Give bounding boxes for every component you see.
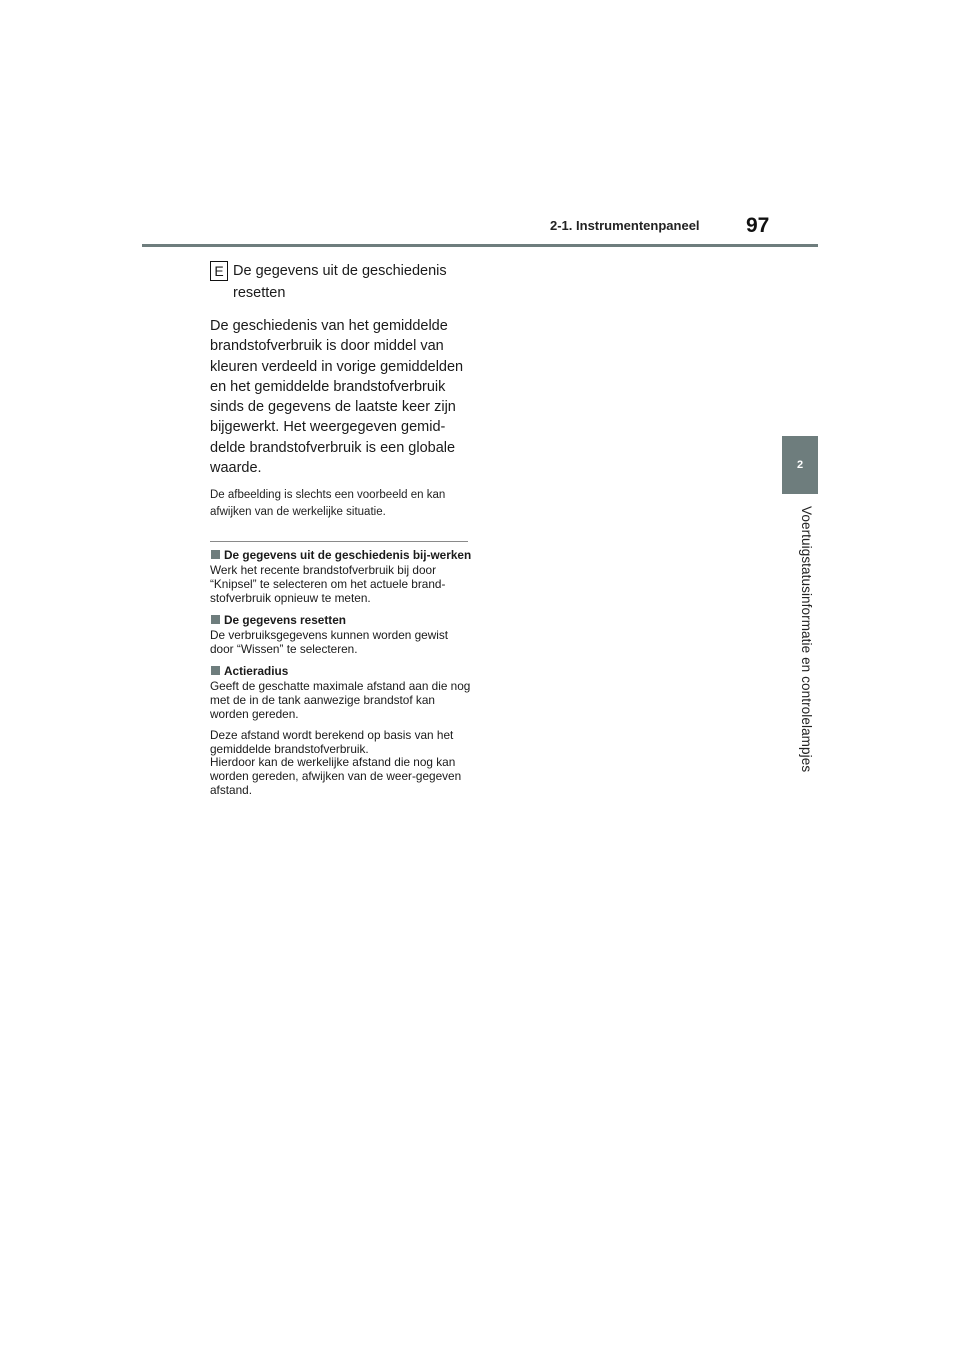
info-block-range [210,664,472,797]
body-paragraph: De geschiedenis van het gemiddelde brandstofverbruik is door middel van kleuren verdeeld in vorige gemiddelden en het gemiddelde brandstofverbruik sinds de gegevens de laatste keer zijn bijgewerkt. Het weergegeven gemid-delde brandstofverbruik is een globale waarde. [210,318,464,477]
info-block-update [210,548,472,605]
step-heading [210,260,472,304]
header-divider [142,244,818,247]
info-paragraph: De verbruiksgegevens kunnen worden gewist door “Wissen” te selecteren. [210,628,449,656]
square-bullet-icon [211,666,220,675]
chapter-number: 2 [796,459,804,471]
info-heading-text: De gegevens uit de geschiedenis bij-werken [224,548,472,563]
main-content [210,260,472,805]
info-paragraph: Geeft de geschatte maximale afstand aan die nog met de in de tank aanwezige brandstof kan worden gereden. [210,679,471,721]
info-heading-text: De gegevens resetten [224,613,346,628]
page-number: 97 [746,214,770,237]
chapter-title: Voertuigstatusinformatie en controlelampjes [799,506,814,773]
chapter-tab [782,436,818,494]
square-bullet-icon [211,615,220,624]
step-heading-text: De gegevens uit de geschiedenis resetten [233,263,447,301]
square-bullet-icon [211,550,220,559]
info-heading [210,664,472,678]
info-paragraph: Werk het recente brandstofverbruik bij door “Knipsel” te selecteren om het actuele brand-stofverbruik opnieuw te meten. [210,563,446,605]
info-heading [210,613,472,627]
info-heading [210,548,472,562]
info-heading-text: Actieradius [224,664,289,679]
info-paragraph: Deze afstand wordt berekend op basis van het gemiddelde brandstofverbruik. Hierdoor kan de werkelijke afstand die nog kan worden gereden, afwijken van de weer-gegeven afstand. [210,728,462,797]
illustration-note: De afbeelding is slechts een voorbeeld en kan afwijken van de werkelijke situatie. [210,489,446,519]
step-marker: E [210,261,228,281]
section-title: 2-1. Instrumentenpaneel [550,218,700,233]
section-divider [210,541,468,542]
info-block-reset [210,613,472,656]
